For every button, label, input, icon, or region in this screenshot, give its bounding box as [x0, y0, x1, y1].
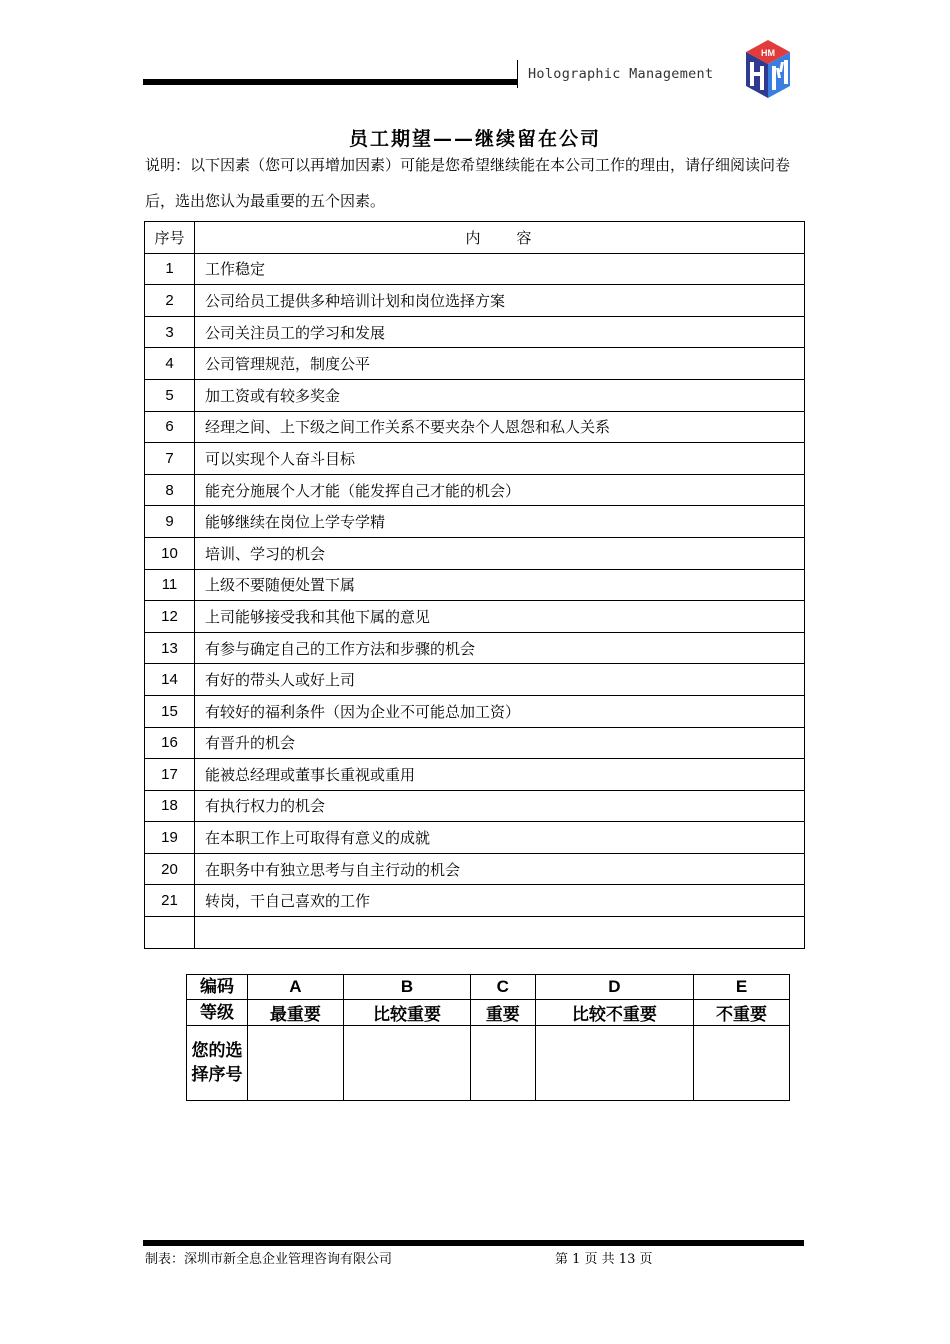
code-row — [187, 975, 790, 1000]
row-number: 7 — [145, 443, 195, 475]
table-row — [145, 253, 805, 285]
choice-row — [187, 1026, 790, 1101]
row-number: 14 — [145, 664, 195, 696]
choice-input-cell[interactable] — [694, 1026, 790, 1101]
row-number: 15 — [145, 695, 195, 727]
row-factor-text: 培训、学习的机会 — [195, 537, 805, 569]
row-factor-text: 在本职工作上可取得有意义的成就 — [195, 822, 805, 854]
row-factor-text: 有参与确定自己的工作方法和步骤的机会 — [195, 632, 805, 664]
factors-table — [144, 221, 805, 949]
row-number: 9 — [145, 506, 195, 538]
row-factor-text: 经理之间、上下级之间工作关系不要夹杂个人恩怨和私人关系 — [195, 411, 805, 443]
choice-input-cell[interactable] — [343, 1026, 470, 1101]
table-row — [145, 632, 805, 664]
row-factor-text: 能够继续在岗位上学专学精 — [195, 506, 805, 538]
level-cell: 比较重要 — [343, 1000, 470, 1026]
row-number: 11 — [145, 569, 195, 601]
column-header-no: 序号 — [145, 222, 195, 254]
row-number: 8 — [145, 474, 195, 506]
table-row — [145, 853, 805, 885]
code-label: 编码 — [187, 975, 248, 1000]
table-row — [145, 664, 805, 696]
row-factor-text: 公司给员工提供多种培训计划和岗位选择方案 — [195, 285, 805, 317]
table-row — [145, 316, 805, 348]
row-number: 17 — [145, 759, 195, 791]
header-rule — [143, 79, 517, 85]
row-factor-text: 公司管理规范，制度公平 — [195, 348, 805, 380]
choice-input-cell[interactable] — [535, 1026, 694, 1101]
row-number: 12 — [145, 601, 195, 633]
row-factor-text: 上司能够接受我和其他下属的意见 — [195, 601, 805, 633]
table-row — [145, 379, 805, 411]
row-factor-text: 能充分施展个人才能（能发挥自己才能的机会） — [195, 474, 805, 506]
row-number: 6 — [145, 411, 195, 443]
row-number: 21 — [145, 885, 195, 917]
table-row — [145, 885, 805, 917]
code-cell: B — [343, 975, 470, 1000]
level-cell: 不重要 — [694, 1000, 790, 1026]
code-cell: E — [694, 975, 790, 1000]
table-row — [145, 411, 805, 443]
level-row — [187, 1000, 790, 1026]
table-row — [145, 285, 805, 317]
table-row — [145, 474, 805, 506]
row-factor-text: 有晋升的机会 — [195, 727, 805, 759]
table-row — [145, 822, 805, 854]
row-number: 4 — [145, 348, 195, 380]
table-row — [145, 601, 805, 633]
table-header-row — [145, 222, 805, 254]
row-number: 2 — [145, 285, 195, 317]
level-cell: 最重要 — [248, 1000, 344, 1026]
row-number: 13 — [145, 632, 195, 664]
choice-input-cell[interactable] — [248, 1026, 344, 1101]
table-row — [145, 443, 805, 475]
row-factor-text: 有较好的福利条件（因为企业不可能总加工资） — [195, 695, 805, 727]
row-number: 20 — [145, 853, 195, 885]
code-cell: C — [471, 975, 536, 1000]
row-number — [145, 917, 195, 949]
row-number: 5 — [145, 379, 195, 411]
row-number: 10 — [145, 537, 195, 569]
row-factor-text: 公司关注员工的学习和发展 — [195, 316, 805, 348]
table-row — [145, 917, 805, 949]
row-factor-text: 加工资或有较多奖金 — [195, 379, 805, 411]
level-cell: 重要 — [471, 1000, 536, 1026]
footer-rule — [143, 1240, 804, 1246]
row-factor-text: 有执行权力的机会 — [195, 790, 805, 822]
row-factor-text: 转岗，干自己喜欢的工作 — [195, 885, 805, 917]
company-logo-icon — [738, 38, 798, 100]
code-cell: A — [248, 975, 344, 1000]
header-separator — [517, 60, 518, 88]
row-factor-text: 上级不要随便处置下属 — [195, 569, 805, 601]
code-cell: D — [535, 975, 694, 1000]
row-factor-text: 有好的带头人或好上司 — [195, 664, 805, 696]
row-number: 16 — [145, 727, 195, 759]
table-row — [145, 537, 805, 569]
column-header-content: 内 容 — [195, 222, 805, 254]
level-cell: 比较不重要 — [535, 1000, 694, 1026]
logo-letters: HM — [761, 48, 775, 58]
row-factor-text: 可以实现个人奋斗目标 — [195, 443, 805, 475]
row-number: 19 — [145, 822, 195, 854]
table-row — [145, 569, 805, 601]
choice-label: 您的选择序号 — [187, 1026, 248, 1101]
header-brand: Holographic Management — [528, 66, 714, 82]
footer-page-number: 第 1 页 共 13 页 — [555, 1252, 653, 1267]
row-number: 3 — [145, 316, 195, 348]
table-row — [145, 695, 805, 727]
level-label: 等级 — [187, 1000, 248, 1026]
rating-table — [186, 974, 790, 1101]
table-row — [145, 790, 805, 822]
row-factor-text: 能被总经理或董事长重视或重用 — [195, 759, 805, 791]
choice-input-cell[interactable] — [471, 1026, 536, 1101]
page-title: 员工期望——继续留在公司 — [348, 128, 601, 150]
row-number: 18 — [145, 790, 195, 822]
row-factor-text: 在职务中有独立思考与自主行动的机会 — [195, 853, 805, 885]
footer-maker: 制表：深圳市新全息企业管理咨询有限公司 — [145, 1252, 393, 1267]
instructions-text: 说明：以下因素（您可以再增加因素）可能是您希望继续能在本公司工作的理由，请仔细阅读问卷后，选出您认为最重要的五个因素。 — [145, 156, 791, 210]
table-row — [145, 506, 805, 538]
table-row — [145, 348, 805, 380]
table-row — [145, 759, 805, 791]
row-number: 1 — [145, 253, 195, 285]
table-row — [145, 727, 805, 759]
row-factor-text — [195, 917, 805, 949]
row-factor-text: 工作稳定 — [195, 253, 805, 285]
